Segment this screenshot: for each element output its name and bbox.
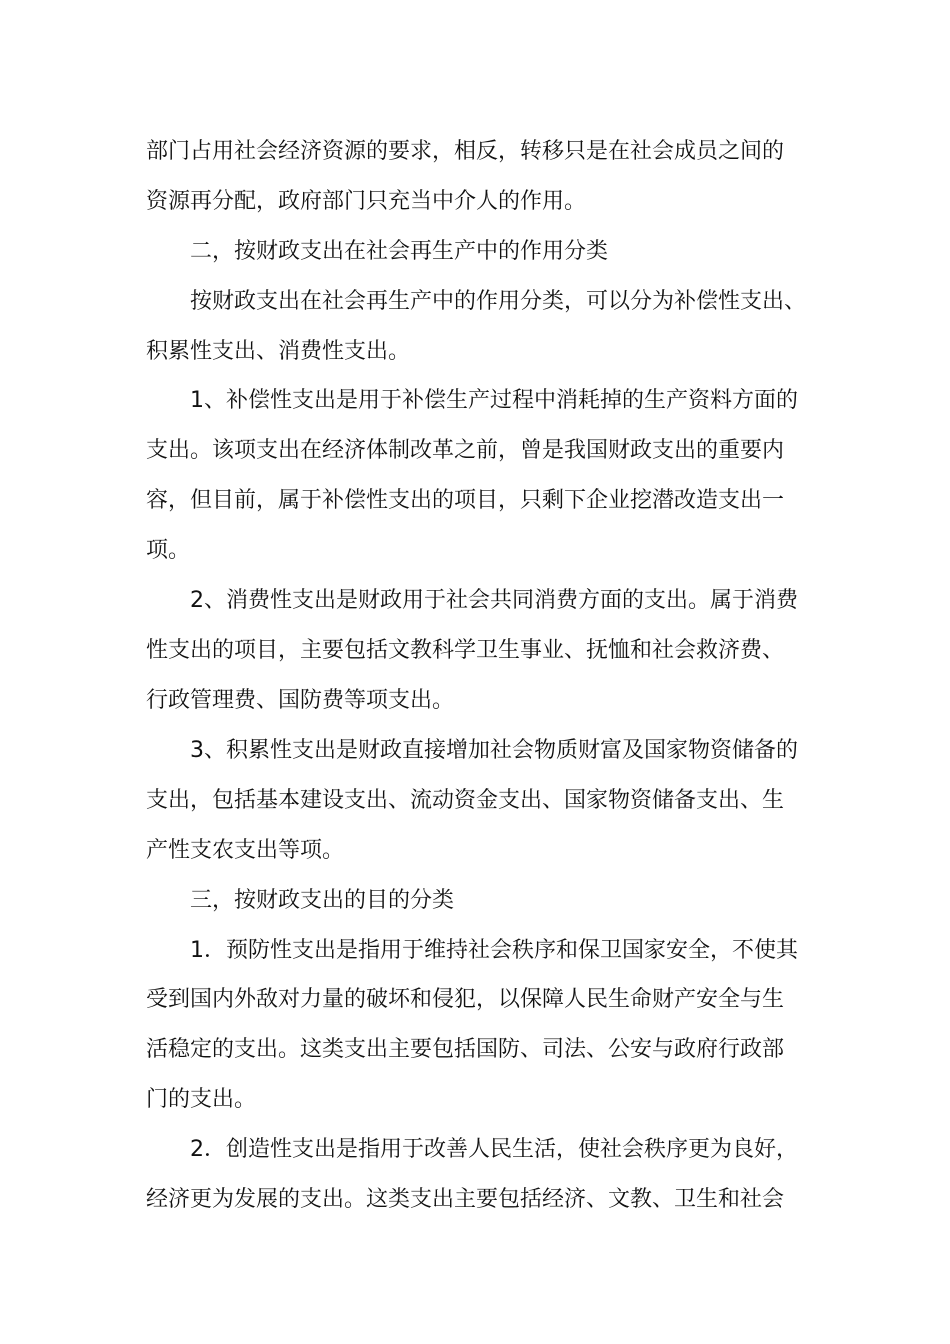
text-line: 部门占用社会经济资源的要求，相反，转移只是在社会成员之间的 — [146, 139, 785, 164]
text-line: 性支出的项目，主要包括文教科学卫生事业、抚恤和社会救济费、 — [146, 638, 785, 663]
text-line: 积累性支出、消费性支出。 — [146, 339, 411, 364]
text-line: 行政管理费、国防费等项支出。 — [146, 688, 455, 713]
text-line: 经济更为发展的支出。这类支出主要包括经济、文教、卫生和社会 — [146, 1187, 785, 1212]
text-line: 容，但目前，属于补偿性支出的项目，只剩下企业挖潜改造支出一 — [146, 488, 785, 513]
section-heading: 二，按财政支出在社会再生产中的作用分类 — [190, 239, 609, 264]
section-heading: 三，按财政支出的目的分类 — [190, 888, 455, 913]
text-line: 2．创造性支出是指用于改善人民生活，使社会秩序更为良好， — [190, 1137, 798, 1162]
text-line: 资源再分配，政府部门只充当中介人的作用。 — [146, 189, 587, 214]
text-line: 支出。该项支出在经济体制改革之前，曾是我国财政支出的重要内 — [146, 438, 785, 463]
text-line: 支出，包括基本建设支出、流动资金支出、国家物资储备支出、生 — [146, 788, 785, 813]
text-line: 活稳定的支出。这类支出主要包括国防、司法、公安与政府行政部 — [146, 1037, 785, 1062]
text-line: 产性支农支出等项。 — [146, 838, 345, 863]
text-line: 3、积累性支出是财政直接增加社会物质财富及国家物资储备的 — [190, 738, 798, 763]
text-line: 按财政支出在社会再生产中的作用分类，可以分为补偿性支出、 — [190, 289, 807, 314]
text-line: 1．预防性支出是指用于维持社会秩序和保卫国家安全，不使其 — [190, 938, 798, 963]
text-line: 1、补偿性支出是用于补偿生产过程中消耗掉的生产资料方面的 — [190, 388, 798, 413]
text-line: 受到国内外敌对力量的破坏和侵犯，以保障人民生命财产安全与生 — [146, 987, 785, 1012]
text-line: 项。 — [146, 538, 191, 563]
text-line: 门的支出。 — [146, 1087, 257, 1112]
text-line: 2、消费性支出是财政用于社会共同消费方面的支出。属于消费 — [190, 588, 798, 613]
